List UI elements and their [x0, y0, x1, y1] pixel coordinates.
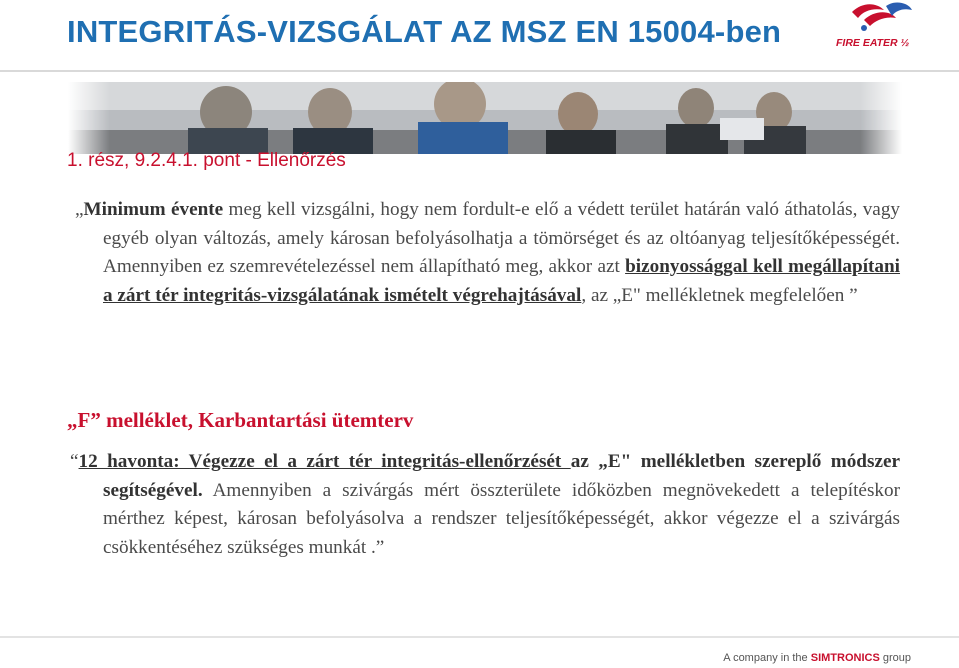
- quote-open-2: “: [70, 451, 79, 472]
- footer-brand: SIMTRONICS: [810, 652, 880, 664]
- annex-title: „F” melléklet, Karbantartási ütemterv: [67, 408, 414, 432]
- footer-suffix: group: [879, 652, 911, 664]
- maintenance-emphasis: 12 havonta: Végezze el a zárt tér integritás-ellenőrzését: [78, 451, 571, 472]
- logo-text: FIRE EATER ½: [836, 37, 910, 49]
- header-divider: [0, 70, 959, 72]
- maintenance-paragraph: [70, 448, 900, 562]
- emphasis-text: bizonyossággal kell megállapítani a zárt tér integritás-vizsgálatának ismételt végrehajtásával: [103, 256, 901, 306]
- meeting-photo-banner: [68, 82, 902, 154]
- maintenance-text: Amennyiben a szivárgás mért összterülete időközben megnövekedett a telepítéskor mérthez képest, károsan befolyásolva a rendszer teljesítőképességét, akkor végezze el a szivárgás csökkentéséhez szükséges munkát .”: [103, 479, 900, 558]
- quote-open: „: [75, 199, 84, 220]
- section-title: 1. rész, 9.2.4.1. pont - Ellenőrzés: [67, 150, 346, 171]
- footer-divider: [0, 636, 959, 638]
- inspection-paragraph: [75, 196, 901, 310]
- footer-prefix: A company in the: [723, 652, 811, 664]
- page-title: INTEGRITÁS-VIZSGÁLAT AZ MSZ EN 15004-ben: [67, 14, 782, 49]
- paragraph-text-b: , az „E" mellékletnek megfelelően ”: [581, 284, 858, 306]
- maintenance-bold: az „E" mellékletben szereplő módszer segítségével.: [103, 451, 900, 501]
- footer-company: [723, 652, 911, 664]
- paragraph-text-a: meg kell vizsgálni, hogy nem fordult-e elő a védett terület határán való áthatolás, vagy egyéb olyan változás, amely károsan befolyásolhatja a tömörséget és az oltóanyag teljesítőképességét. Amennyiben ez szemrevételezéssel nem állapítható meg, akkor azt: [103, 199, 901, 278]
- bold-lead: Minimum évente: [83, 199, 224, 220]
